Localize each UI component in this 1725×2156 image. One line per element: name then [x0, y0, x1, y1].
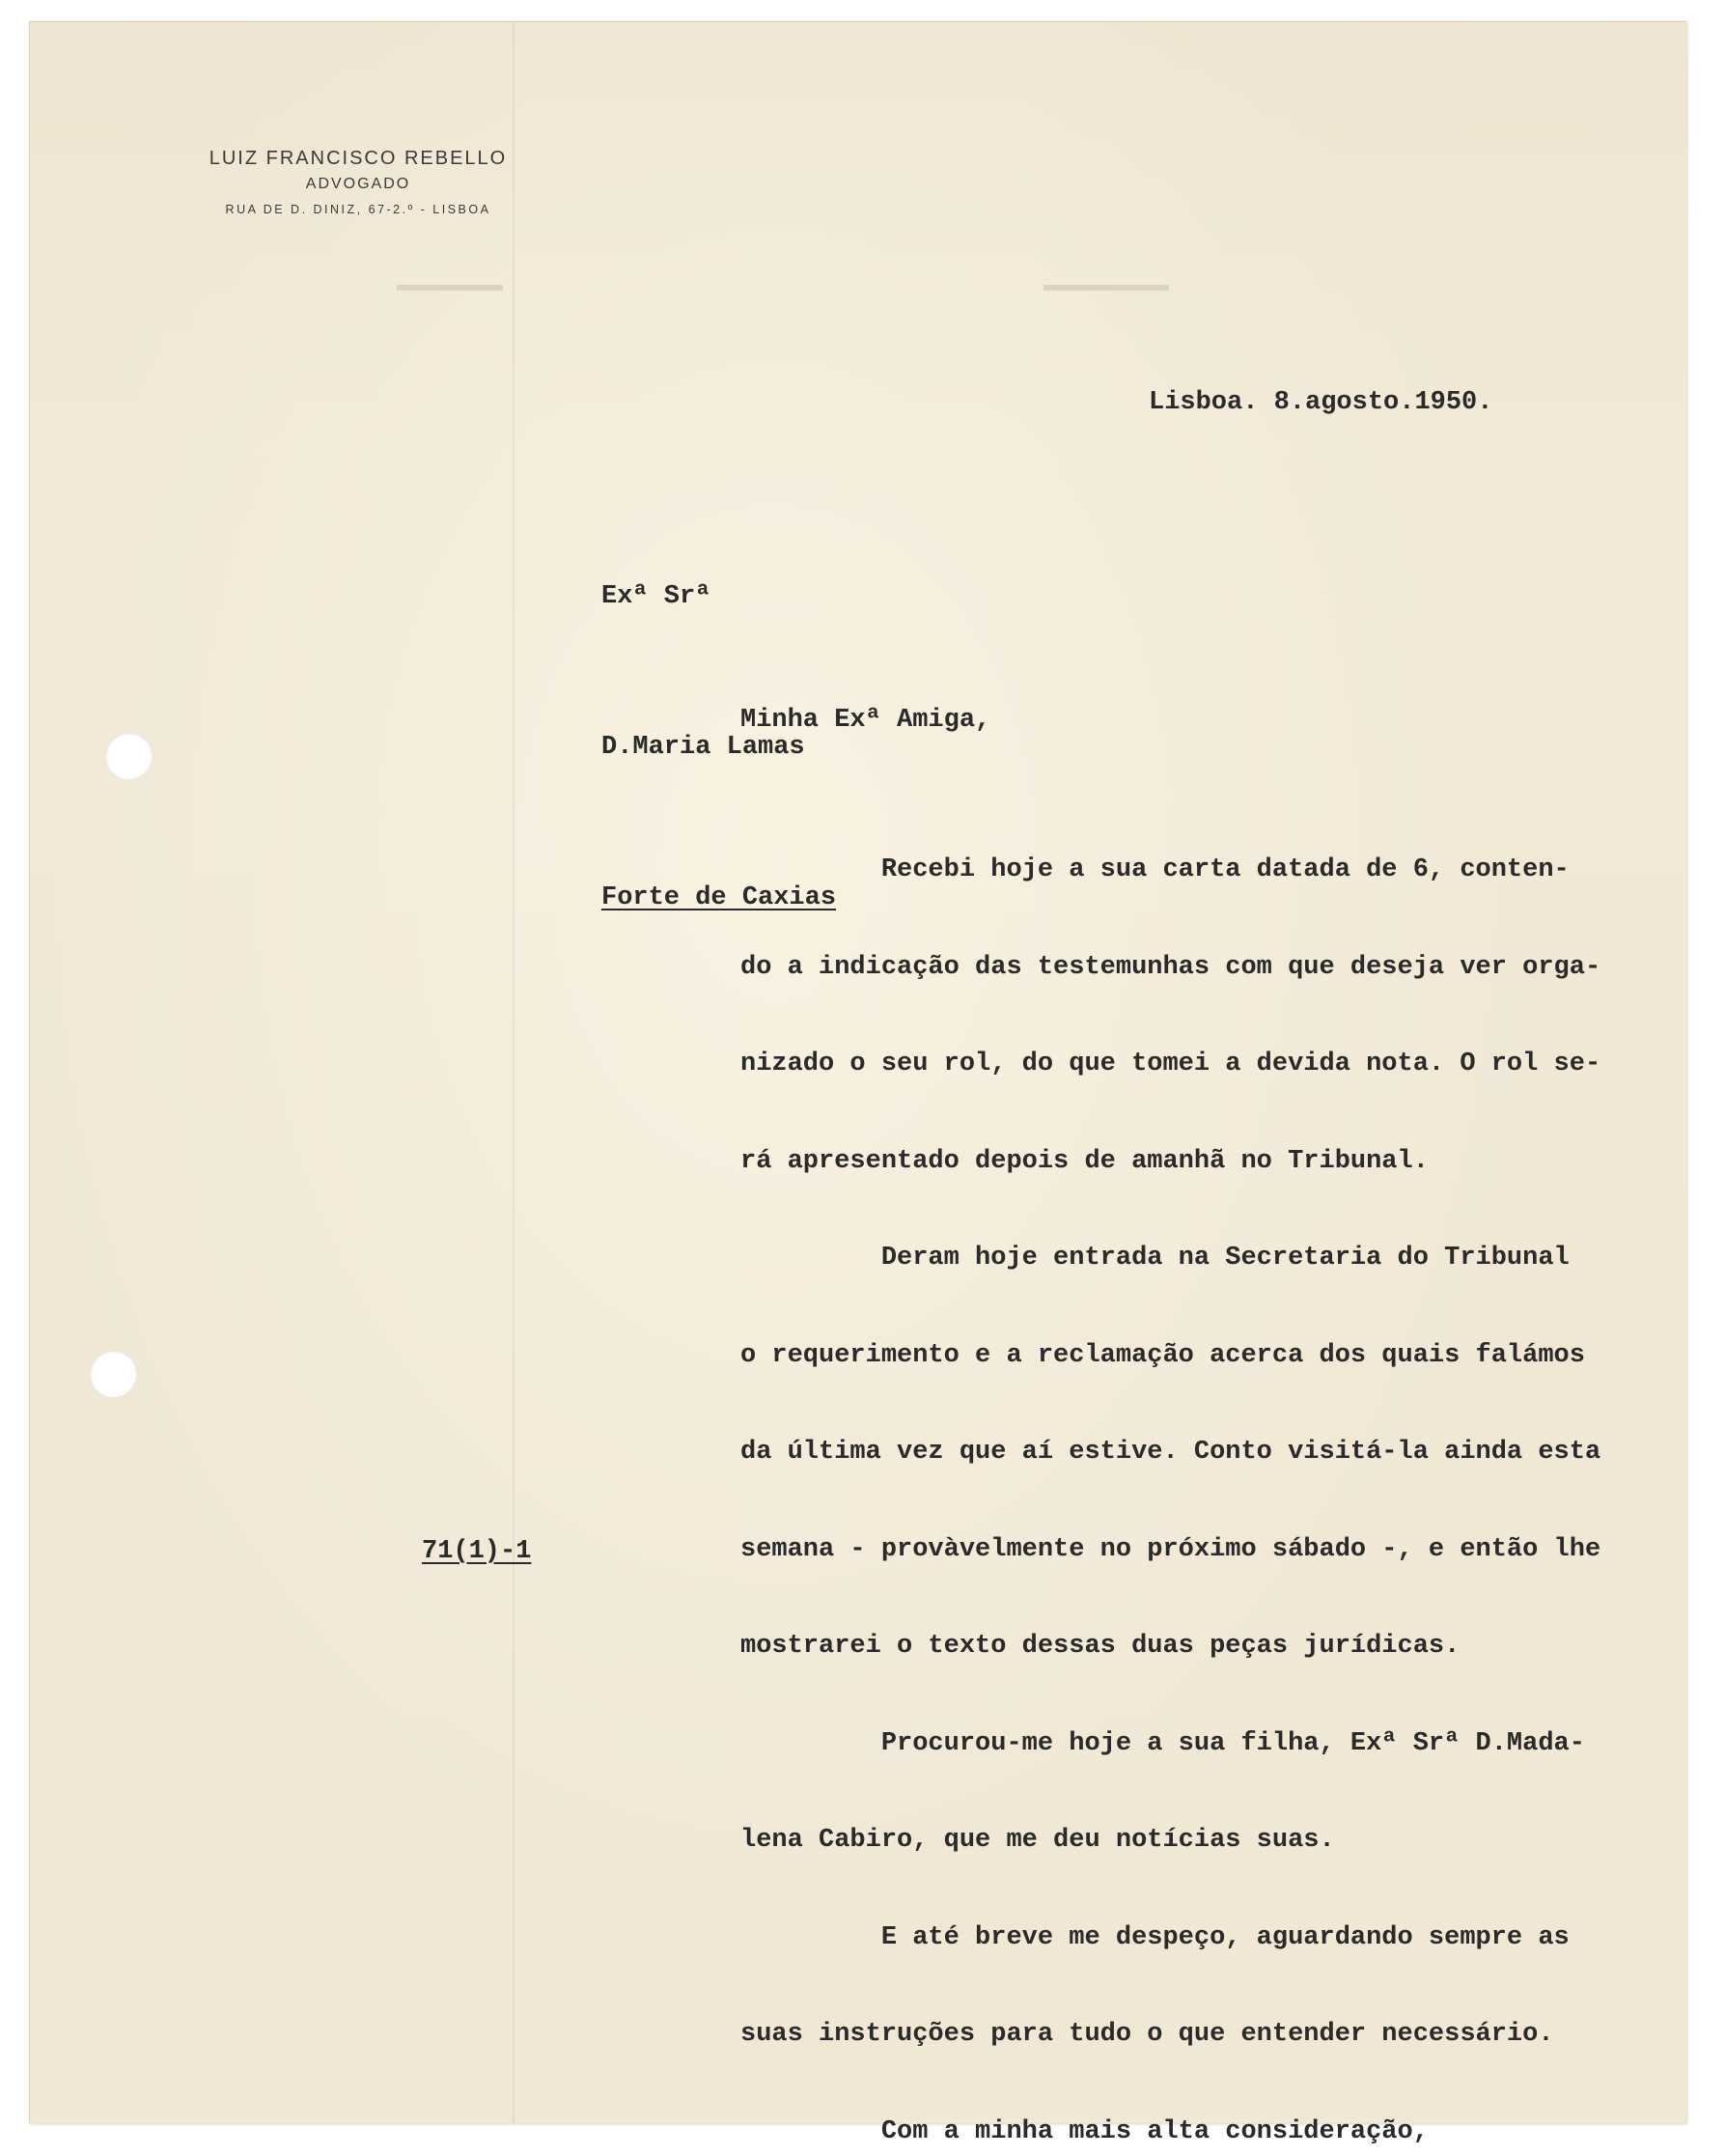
punch-hole-top: [105, 733, 152, 779]
letter-date: Lisboa. 8.agosto.1950.: [1149, 388, 1493, 417]
body-line: suas instruções para tudo o que entender necessário.: [740, 2020, 1554, 2049]
reference-number: 71(1)-1: [422, 1537, 532, 1566]
ink-smudge: [397, 285, 503, 291]
body-line: rá apresentado depois de amanhã no Tribunal.: [740, 1146, 1429, 1176]
body-line: nizado o seu rol, do que tomei a devida nota. O rol se-: [740, 1050, 1601, 1078]
body-line: o requerimento e a reclamação acerca dos quais falámos: [740, 1340, 1585, 1370]
body-line: Deram hoje entrada na Secretaria do Tribunal: [740, 1244, 1570, 1273]
addressee-line: D.Maria Lamas: [601, 733, 805, 762]
body-line: E até breve me despeço, aguardando sempre as: [740, 1922, 1570, 1952]
body-line: Com a minha mais alta consideração,: [740, 2116, 1429, 2146]
body-line: mostrarei o texto dessas duas peças jurídicas.: [740, 1632, 1461, 1661]
letterhead-name: LUIZ FRANCISCO REBELLO: [209, 148, 508, 169]
body-line: da última vez que aí estive. Conto visitá-la ainda esta: [740, 1438, 1601, 1467]
letterhead-title: ADVOGADO: [305, 176, 411, 192]
addressee-line-location: Forte de Caxias: [601, 883, 837, 912]
letterhead-address: RUA DE D. DINIZ, 67-2.º - LISBOA: [225, 203, 491, 216]
ink-smudge: [1043, 285, 1169, 291]
body-line: Procurou-me hoje a sua filha, Exª Srª D.Mada-: [740, 1728, 1585, 1758]
letterhead: [165, 148, 551, 216]
body-line: Recebi hoje a sua carta datada de 6, conten-: [740, 855, 1570, 884]
paper-fold-mark: [513, 22, 515, 2123]
body-line: do a indicação das testemunhas com que deseja ver orga-: [740, 952, 1601, 982]
salutation: Minha Exª Amiga,: [740, 706, 991, 735]
addressee-line: Exª Srª: [601, 582, 711, 611]
body-line: semana - provàvelmente no próximo sábado -, e então lhe: [740, 1534, 1601, 1564]
body-line: lena Cabiro, que me deu notícias suas.: [740, 1826, 1335, 1855]
letter-body: [740, 790, 1600, 2156]
punch-hole-bottom: [90, 1351, 136, 1397]
